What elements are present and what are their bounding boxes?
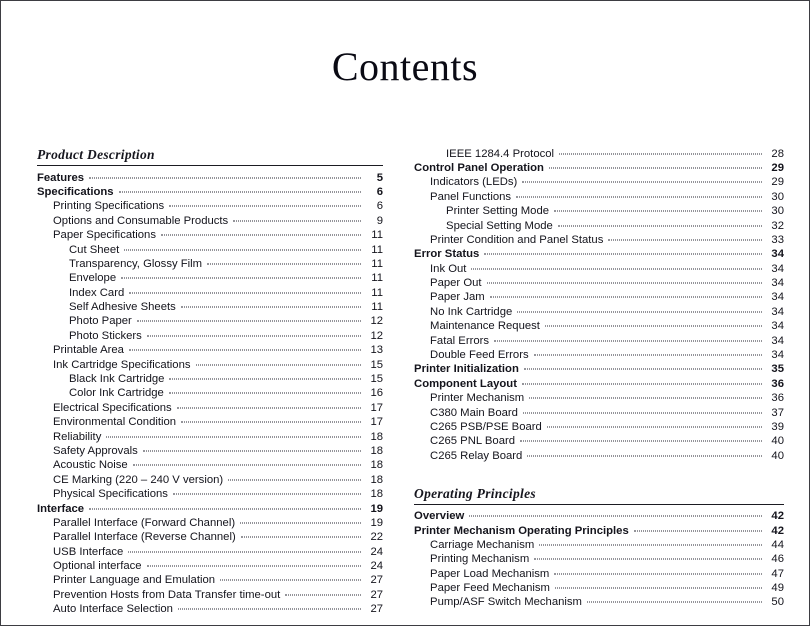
toc-entry-label: Printer Condition and Panel Status [430, 233, 604, 246]
toc-entry-page-number: 17 [370, 416, 384, 429]
toc-entry-page-number: 30 [771, 190, 784, 203]
toc-entry-label: Maintenance Request [430, 320, 540, 333]
toc-entry-printer-mechanism-operating-principles[interactable] [414, 524, 784, 538]
toc-entry-overview[interactable] [414, 510, 784, 524]
toc-entry-usb-interface[interactable] [53, 545, 383, 559]
toc-entry-label: Acoustic Noise [53, 459, 128, 472]
toc-leader-dots [124, 249, 361, 250]
toc-entry-label: Color Ink Cartridge [69, 387, 164, 400]
toc-entry-label: Photo Stickers [69, 329, 142, 342]
toc-leader-dots [554, 211, 762, 212]
toc-entry-page-number: 29 [771, 161, 784, 174]
toc-entry-label: Cut Sheet [69, 243, 120, 256]
toc-entry-ink-cartridge-specifications[interactable] [53, 358, 383, 372]
toc-entry-cut-sheet[interactable] [69, 243, 383, 257]
toc-leader-dots [178, 609, 361, 610]
toc-entry-auto-interface-selection[interactable] [53, 603, 383, 617]
toc-leader-dots [549, 167, 762, 168]
toc-entry-control-panel-operation[interactable] [414, 161, 784, 175]
toc-leader-dots [129, 350, 361, 351]
toc-entry-printer-mechanism[interactable] [430, 392, 784, 406]
toc-entry-list-operating-principles [414, 510, 784, 611]
toc-leader-dots [128, 551, 361, 552]
toc-leader-dots [534, 559, 762, 560]
toc-entry-page-number: 42 [771, 510, 784, 523]
toc-entry-features[interactable] [37, 171, 383, 185]
toc-entry-printer-initialization[interactable] [414, 363, 784, 377]
toc-leader-dots [106, 436, 361, 437]
toc-entry-list-right-continued [414, 147, 784, 464]
toc-leader-dots [545, 326, 762, 327]
toc-entry-electrical-specifications[interactable] [53, 401, 383, 415]
toc-entry-page-number: 33 [771, 233, 784, 246]
toc-entry-page-number: 11 [371, 257, 384, 270]
toc-leader-dots [169, 393, 361, 394]
toc-entry-self-adhesive-sheets[interactable] [69, 301, 383, 315]
toc-entry-page-number: 34 [771, 291, 784, 304]
toc-entry-label: Printing Mechanism [430, 553, 530, 566]
toc-entry-interface[interactable] [37, 502, 383, 516]
toc-entry-page-number: 11 [371, 243, 384, 256]
toc-leader-dots [89, 177, 361, 178]
toc-entry-page-number: 34 [771, 349, 784, 362]
toc-entry-page-number: 34 [771, 320, 784, 333]
toc-leader-dots [547, 426, 762, 427]
toc-entry-label: Parallel Interface (Reverse Channel) [53, 531, 236, 544]
toc-leader-dots [559, 153, 762, 154]
toc-entry-page-number: 34 [771, 277, 784, 290]
toc-entry-page-number: 40 [771, 449, 784, 462]
toc-leader-dots [169, 206, 361, 207]
toc-leader-dots [522, 182, 762, 183]
toc-entry-page-number: 6 [376, 200, 384, 213]
toc-entry-paper-jam[interactable] [430, 291, 784, 305]
toc-entry-optional-interface[interactable] [53, 560, 383, 574]
toc-entry-page-number: 47 [771, 567, 784, 580]
toc-entry-label: C265 PSB/PSE Board [430, 420, 542, 433]
toc-entry-page-number: 11 [371, 229, 384, 242]
toc-entry-page-number: 16 [370, 387, 384, 400]
toc-leader-dots [119, 191, 361, 192]
toc-column-left [1, 147, 400, 617]
toc-entry-printer-setting-mode[interactable] [446, 205, 784, 219]
toc-entry-label: Physical Specifications [53, 488, 168, 501]
toc-entry-label: Reliability [53, 430, 102, 443]
toc-entry-label: C265 PNL Board [430, 435, 516, 448]
toc-entry-page-number: 36 [771, 377, 784, 390]
toc-entry-label: Interface [37, 502, 85, 515]
toc-entry-page-number: 27 [370, 574, 384, 587]
toc-leader-dots [161, 235, 361, 236]
toc-columns [1, 147, 809, 617]
section-header-operating-principles: Operating Principles [414, 486, 784, 505]
toc-leader-dots [129, 292, 361, 293]
toc-entry-carriage-mechanism[interactable] [430, 538, 784, 552]
toc-leader-dots [147, 566, 361, 567]
toc-entry-page-number: 5 [376, 171, 384, 184]
toc-entry-parallel-interface-forward-channel[interactable] [53, 516, 383, 530]
toc-entry-page-number: 13 [370, 344, 384, 357]
toc-entry-options-and-consumable-products[interactable] [53, 214, 383, 228]
toc-entry-indicators-leds[interactable] [430, 176, 784, 190]
toc-entry-envelope[interactable] [69, 272, 383, 286]
toc-entry-page-number: 18 [370, 473, 384, 486]
toc-entry-double-feed-errors[interactable] [430, 348, 784, 362]
toc-leader-dots [471, 268, 762, 269]
toc-entry-label: Pump/ASF Switch Mechanism [430, 596, 582, 609]
toc-leader-dots [520, 441, 762, 442]
toc-entry-label: Parallel Interface (Forward Channel) [53, 516, 236, 529]
toc-entry-panel-functions[interactable] [430, 190, 784, 204]
toc-entry-page-number: 19 [370, 502, 384, 515]
toc-column-right [400, 147, 809, 617]
toc-leader-dots [196, 364, 362, 365]
toc-leader-dots [285, 594, 361, 595]
toc-entry-label: Paper Jam [430, 291, 485, 304]
toc-leader-dots [137, 321, 361, 322]
toc-leader-dots [539, 544, 762, 545]
toc-entry-label: Double Feed Errors [430, 349, 529, 362]
toc-entry-paper-specifications[interactable] [53, 229, 383, 243]
toc-entry-label: Printing Specifications [53, 200, 165, 213]
toc-entry-pump-asf-switch-mechanism[interactable] [430, 596, 784, 610]
toc-entry-label: Environmental Condition [53, 416, 177, 429]
toc-entry-transparency-glossy-film[interactable] [69, 257, 383, 271]
toc-entry-label: Error Status [414, 248, 480, 261]
toc-entry-special-setting-mode[interactable] [446, 219, 784, 233]
toc-entry-page-number: 29 [771, 176, 784, 189]
toc-leader-dots [133, 465, 361, 466]
toc-entry-label: Printer Mechanism Operating Principles [414, 524, 629, 537]
toc-leader-dots [634, 530, 762, 531]
toc-entry-label: Optional interface [53, 560, 142, 573]
toc-entry-label: No Ink Cartridge [430, 305, 513, 318]
toc-entry-label: Panel Functions [430, 190, 512, 203]
toc-entry-maintenance-request[interactable] [430, 320, 784, 334]
toc-entry-page-number: 27 [370, 588, 384, 601]
toc-leader-dots [143, 450, 361, 451]
toc-entry-c265-psb-pse-board[interactable] [430, 420, 784, 434]
toc-entry-label: Indicators (LEDs) [430, 176, 518, 189]
toc-leader-dots [608, 239, 762, 240]
toc-entry-page-number: 17 [370, 401, 384, 414]
toc-leader-dots [89, 508, 361, 509]
toc-leader-dots [587, 602, 762, 603]
toc-entry-label: Fatal Errors [430, 334, 490, 347]
toc-entry-list-left [37, 171, 383, 617]
toc-entry-label: Paper Out [430, 277, 482, 290]
toc-entry-black-ink-cartridge[interactable] [69, 372, 383, 386]
toc-entry-page-number: 18 [370, 444, 384, 457]
toc-entry-c265-pnl-board[interactable] [430, 435, 784, 449]
toc-entry-label: Printable Area [53, 344, 124, 357]
toc-entry-label: Carriage Mechanism [430, 538, 535, 551]
toc-entry-photo-stickers[interactable] [69, 329, 383, 343]
toc-leader-dots [555, 588, 762, 589]
toc-entry-label: Index Card [69, 286, 125, 299]
toc-entry-label: Printer Initialization [414, 363, 519, 376]
toc-entry-label: Special Setting Mode [446, 219, 553, 232]
toc-leader-dots [554, 573, 762, 574]
toc-leader-dots [494, 340, 762, 341]
toc-entry-printable-area[interactable] [53, 344, 383, 358]
toc-leader-dots [529, 398, 762, 399]
toc-entry-acoustic-noise[interactable] [53, 459, 383, 473]
toc-entry-page-number: 24 [370, 560, 384, 573]
toc-entry-page-number: 35 [771, 363, 784, 376]
toc-leader-dots [233, 220, 361, 221]
toc-entry-label: Printer Language and Emulation [53, 574, 216, 587]
toc-entry-label: Printer Setting Mode [446, 205, 550, 218]
toc-entry-ieee-1284-4-protocol[interactable] [446, 147, 784, 161]
toc-entry-page-number: 42 [771, 524, 784, 537]
toc-entry-page-number: 11 [371, 272, 384, 285]
toc-leader-dots [522, 383, 762, 384]
toc-entry-page-number: 44 [771, 538, 784, 551]
toc-entry-label: Ink Out [430, 262, 467, 275]
toc-entry-label: Paper Load Mechanism [430, 567, 550, 580]
toc-entry-page-number: 28 [771, 147, 784, 160]
toc-entry-label: Ink Cartridge Specifications [53, 358, 191, 371]
toc-leader-dots [558, 225, 762, 226]
toc-leader-dots [181, 307, 361, 308]
toc-leader-dots [516, 196, 762, 197]
toc-entry-label: Transparency, Glossy Film [69, 257, 203, 270]
toc-entry-label: Component Layout [414, 377, 517, 390]
toc-entry-label: Safety Approvals [53, 444, 138, 457]
toc-entry-parallel-interface-reverse-channel[interactable] [53, 531, 383, 545]
toc-entry-paper-out[interactable] [430, 277, 784, 291]
toc-entry-label: Photo Paper [69, 315, 132, 328]
toc-entry-page-number: 18 [370, 488, 384, 501]
toc-leader-dots [177, 407, 361, 408]
toc-entry-page-number: 24 [370, 545, 384, 558]
toc-entry-page-number: 30 [771, 205, 784, 218]
toc-entry-page-number: 36 [771, 392, 784, 405]
toc-entry-printing-specifications[interactable] [53, 200, 383, 214]
toc-entry-fatal-errors[interactable] [430, 334, 784, 348]
toc-entry-label: Paper Feed Mechanism [430, 582, 550, 595]
toc-leader-dots [121, 278, 361, 279]
toc-entry-printing-mechanism[interactable] [430, 553, 784, 567]
toc-entry-physical-specifications[interactable] [53, 488, 383, 502]
toc-entry-page-number: 37 [771, 406, 784, 419]
toc-entry-label: C265 Relay Board [430, 449, 523, 462]
toc-leader-dots [487, 283, 762, 284]
toc-entry-page-number: 27 [370, 603, 384, 616]
toc-leader-dots [241, 537, 361, 538]
toc-entry-page-number: 15 [370, 358, 384, 371]
toc-entry-label: Specifications [37, 185, 114, 198]
toc-entry-ce-marking-220-240-v-version[interactable] [53, 473, 383, 487]
toc-entry-error-status[interactable] [414, 248, 784, 262]
toc-entry-page-number: 19 [370, 516, 384, 529]
toc-entry-page-number: 34 [771, 305, 784, 318]
toc-entry-label: Control Panel Operation [414, 161, 544, 174]
toc-leader-dots [228, 479, 361, 480]
section-header-product-description: Product Description [37, 147, 383, 166]
toc-entry-page-number: 34 [771, 334, 784, 347]
toc-entry-label: Self Adhesive Sheets [69, 301, 176, 314]
toc-leader-dots [240, 522, 361, 523]
toc-entry-printer-condition-and-panel-status[interactable] [430, 233, 784, 247]
toc-leader-dots [523, 412, 762, 413]
toc-leader-dots [527, 455, 762, 456]
toc-entry-prevention-hosts-from-data-transfer-time-out[interactable] [53, 588, 383, 602]
toc-entry-index-card[interactable] [69, 286, 383, 300]
toc-entry-page-number: 50 [771, 596, 784, 609]
toc-entry-paper-load-mechanism[interactable] [430, 567, 784, 581]
toc-entry-page-number: 9 [376, 214, 384, 227]
toc-entry-safety-approvals[interactable] [53, 444, 383, 458]
toc-leader-dots [484, 254, 762, 255]
toc-entry-page-number: 39 [771, 420, 784, 433]
toc-entry-page-number: 6 [376, 185, 384, 198]
toc-leader-dots [490, 297, 762, 298]
toc-entry-reliability[interactable] [53, 430, 383, 444]
toc-leader-dots [220, 580, 361, 581]
toc-entry-label: Paper Specifications [53, 229, 156, 242]
toc-entry-label: C380 Main Board [430, 406, 518, 419]
toc-entry-page-number: 22 [370, 531, 384, 544]
toc-entry-page-number: 11 [371, 301, 384, 314]
toc-entry-label: Black Ink Cartridge [69, 373, 165, 386]
toc-entry-label: Electrical Specifications [53, 401, 172, 414]
toc-entry-component-layout[interactable] [414, 377, 784, 391]
toc-leader-dots [524, 369, 762, 370]
toc-leader-dots [169, 379, 361, 380]
toc-entry-page-number: 46 [771, 553, 784, 566]
toc-entry-label: Printer Mechanism [430, 392, 525, 405]
toc-entry-label: Auto Interface Selection [53, 603, 173, 616]
toc-entry-label: IEEE 1284.4 Protocol [446, 147, 555, 160]
toc-entry-color-ink-cartridge[interactable] [69, 387, 383, 401]
toc-leader-dots [534, 355, 762, 356]
toc-entry-label: Overview [414, 510, 465, 523]
toc-entry-page-number: 34 [771, 262, 784, 275]
toc-entry-specifications[interactable] [37, 185, 383, 199]
toc-entry-paper-feed-mechanism[interactable] [430, 582, 784, 596]
toc-entry-page-number: 34 [771, 248, 784, 261]
toc-entry-page-number: 18 [370, 430, 384, 443]
toc-leader-dots [207, 263, 361, 264]
toc-entry-label: Prevention Hosts from Data Transfer time-out [53, 588, 281, 601]
toc-leader-dots [469, 516, 762, 517]
toc-entry-page-number: 40 [771, 435, 784, 448]
toc-entry-c380-main-board[interactable] [430, 406, 784, 420]
toc-entry-label: CE Marking (220 – 240 V version) [53, 473, 224, 486]
toc-leader-dots [147, 335, 361, 336]
toc-entry-page-number: 12 [370, 329, 384, 342]
toc-leader-dots [517, 311, 762, 312]
toc-leader-dots [181, 422, 361, 423]
toc-entry-printer-language-and-emulation[interactable] [53, 574, 383, 588]
page-title: Contents [331, 44, 479, 89]
toc-entry-page-number: 11 [371, 286, 384, 299]
toc-entry-page-number: 18 [370, 459, 384, 472]
toc-entry-photo-paper[interactable] [69, 315, 383, 329]
toc-entry-no-ink-cartridge[interactable] [430, 305, 784, 319]
toc-entry-page-number: 49 [771, 582, 784, 595]
toc-entry-page-number: 15 [370, 373, 384, 386]
toc-entry-ink-out[interactable] [430, 262, 784, 276]
toc-entry-label: Options and Consumable Products [53, 214, 229, 227]
toc-entry-environmental-condition[interactable] [53, 416, 383, 430]
toc-entry-label: Features [37, 171, 85, 184]
toc-entry-page-number: 12 [370, 315, 384, 328]
toc-entry-page-number: 32 [771, 219, 784, 232]
toc-entry-c265-relay-board[interactable] [430, 449, 784, 463]
toc-entry-label: USB Interface [53, 545, 124, 558]
toc-leader-dots [173, 494, 361, 495]
toc-entry-label: Envelope [69, 272, 117, 285]
